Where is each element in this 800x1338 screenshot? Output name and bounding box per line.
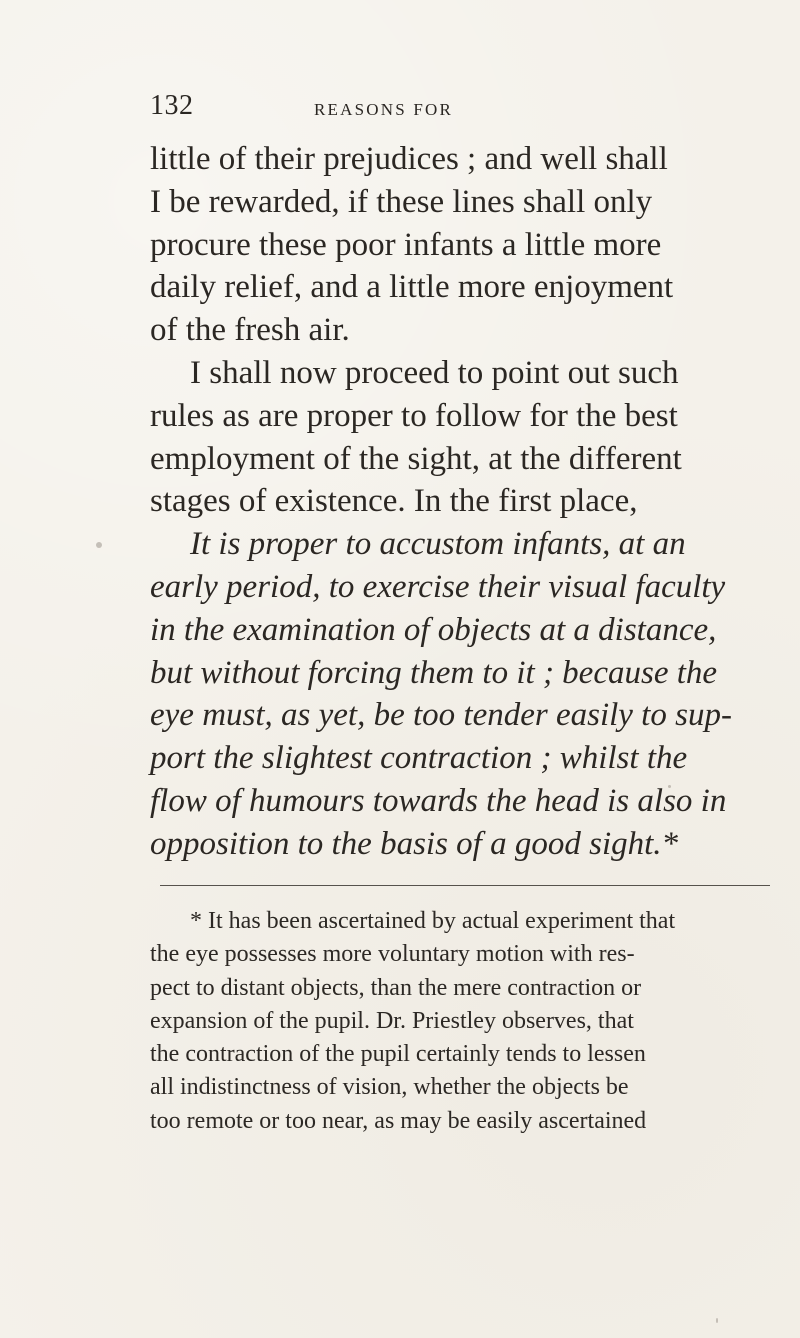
- body-line-17: opposition to the basis of a good sight.*: [150, 825, 679, 862]
- footnote-line-6: all indistinctness of vision, whether the objects be: [150, 1074, 629, 1101]
- body-line-8: employment of the sight, at the different: [150, 440, 682, 477]
- body-line-1: little of their prejudices ; and well shall: [150, 141, 668, 177]
- footnote-divider: [160, 885, 770, 886]
- body-line-16: flow of humours towards the head is also in: [150, 782, 727, 819]
- body-line-12: in the examination of objects at a distance,: [150, 611, 717, 648]
- main-text: [150, 138, 770, 866]
- page-header: [150, 90, 630, 130]
- footnote-line-4: expansion of the pupil. Dr. Priestley observes, that: [150, 1007, 634, 1034]
- footnote-line-7: too remote or too near, as may be easily ascertained: [150, 1107, 647, 1134]
- body-line-4: daily relief, and a little more enjoyment: [150, 269, 674, 306]
- running-head: REASONS FOR: [314, 100, 453, 119]
- footnote-line-5: the contraction of the pupil certainly tends to lessen: [150, 1041, 646, 1068]
- footnote-line-2: the eye possesses more voluntary motion with res-: [150, 941, 635, 968]
- body-line-10: It is proper to accustom infants, at an: [190, 526, 686, 563]
- body-line-2: I be rewarded, if these lines shall only: [150, 183, 653, 220]
- paper-speck: [668, 785, 671, 788]
- paper-speck: [96, 542, 102, 548]
- body-line-11: early period, to exercise their visual faculty: [150, 568, 726, 605]
- body-line-7: rules as are proper to follow for the best: [150, 397, 678, 434]
- body-line-5: of the fresh air.: [150, 312, 350, 349]
- body-line-3: procure these poor infants a little more: [150, 226, 662, 263]
- footnote-line-1: * It has been ascertained by actual experiment that: [190, 908, 676, 934]
- body-line-14: eye must, as yet, be too tender easily to sup-: [150, 697, 732, 734]
- page-number: 132: [150, 90, 194, 121]
- body-line-9: stages of existence. In the first place,: [150, 483, 638, 520]
- paper-speck: [716, 1318, 718, 1323]
- body-line-15: port the slightest contraction ; whilst the: [150, 740, 688, 777]
- footnote: [150, 905, 770, 1138]
- footnote-line-3: pect to distant objects, than the mere contraction or: [150, 974, 642, 1001]
- body-line-6: I shall now proceed to point out such: [190, 354, 679, 391]
- body-line-13: but without forcing them to it ; because the: [150, 654, 718, 691]
